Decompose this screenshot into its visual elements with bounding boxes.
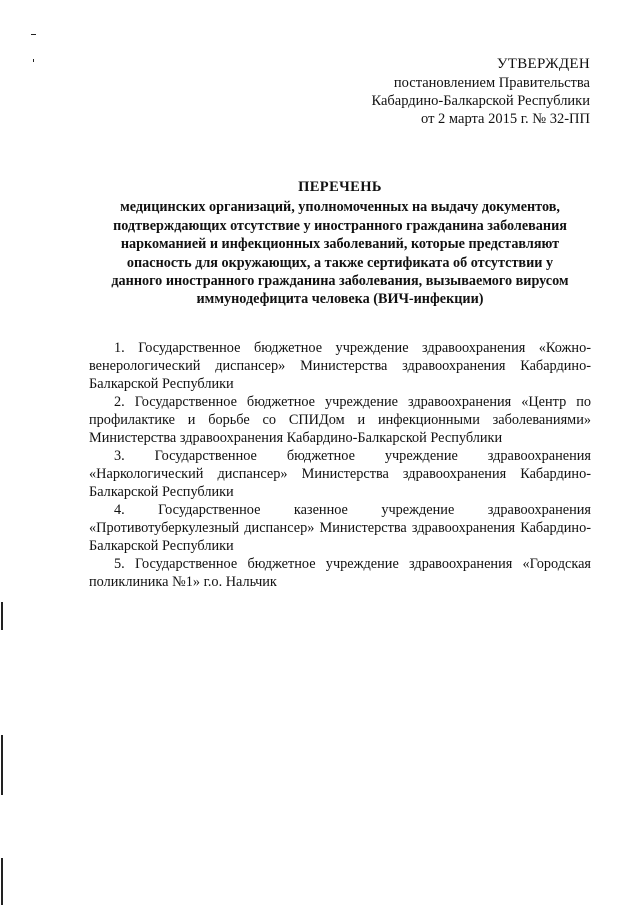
approval-line-2: Кабардино-Балкарской Республики xyxy=(371,93,590,109)
document-title: ПЕРЕЧЕНЬ xyxy=(298,179,382,195)
scan-mark xyxy=(1,858,3,905)
list-item: 2. Государственное бюджетное учреждение здравоохранения «Центр по профилактике и борьбе со СПИДом и инфекционными заболеваниями» Министерства здравоохранения Кабардино-Балкарской Республики xyxy=(89,394,591,446)
scan-mark xyxy=(33,59,34,62)
list-item: 3. Государственное бюджетное учреждение здравоохранения «Наркологический диспансер» Министерства здравоохранения Кабардино-Балкарской Республики xyxy=(89,448,591,500)
subtitle-line: иммунодефицита человека (ВИЧ-инфекции) xyxy=(196,291,484,308)
approval-heading: УТВЕРЖДЕН xyxy=(496,56,590,72)
subtitle-line: данного иностранного гражданина заболевания, вызываемого вирусом xyxy=(111,273,569,290)
subtitle-line: опасность для окружающих, а также сертификата об отсутствии у xyxy=(126,254,554,271)
organization-list xyxy=(89,339,591,591)
approval-block xyxy=(371,55,590,128)
list-item: 4. Государственное казенное учреждение здравоохранения «Противотуберкулезный диспансер» Министерства здравоохранения Кабардино-Балкарской Республики xyxy=(89,502,591,554)
approval-line-1: постановлением Правительства xyxy=(393,75,590,91)
scan-mark xyxy=(1,602,3,630)
list-item: 1. Государственное бюджетное учреждение здравоохранения «Кожно-венерологический диспансер» Министерства здравоохранения Кабардино-Балкарской Республики xyxy=(89,340,591,392)
list-item: 5. Государственное бюджетное учреждение здравоохранения «Городская поликлиника №1» г.о. Нальчик xyxy=(89,556,591,590)
document-heading xyxy=(90,178,590,309)
subtitle-line: медицинских организаций, уполномоченных на выдачу документов, xyxy=(120,199,560,216)
approval-line-3: от 2 марта 2015 г. № 32-ПП xyxy=(421,111,590,127)
subtitle-line: подтверждающих отсутствие у иностранного гражданина заболевания xyxy=(113,217,567,234)
scan-mark xyxy=(1,735,3,795)
subtitle-line: наркоманией и инфекционных заболеваний, которые представляют xyxy=(120,236,560,253)
scan-mark xyxy=(31,34,36,35)
